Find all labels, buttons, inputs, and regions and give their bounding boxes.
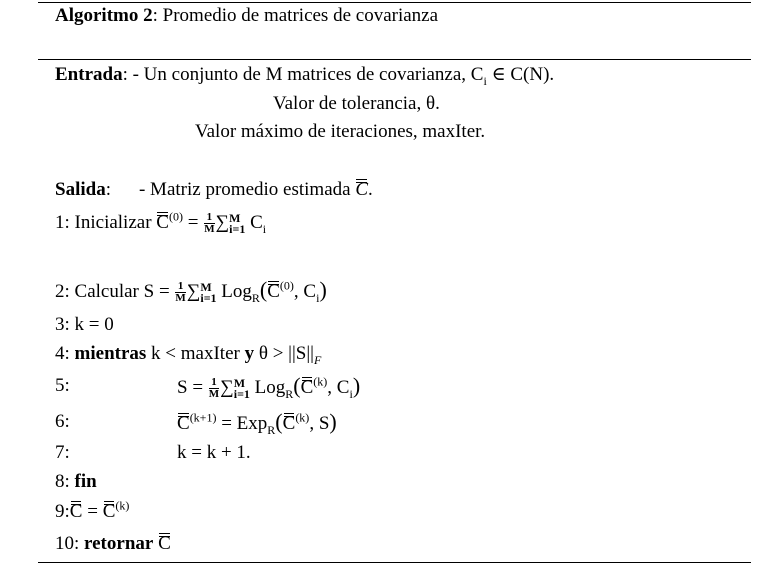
fraction	[204, 212, 214, 235]
sum-upper: M	[200, 279, 212, 294]
fraction-numerator: 1	[175, 281, 185, 293]
step-number: 2:	[55, 281, 70, 302]
sum-upper: M	[233, 375, 246, 390]
exp-operator: Exp	[236, 413, 268, 434]
step-3	[55, 313, 114, 337]
subscript: i	[316, 290, 320, 305]
input-line-3: Valor máximo de iteraciones, maxIter.	[195, 121, 486, 142]
output-colon: :	[105, 179, 111, 200]
algorithm-title	[55, 4, 438, 28]
step-number: 6:	[55, 411, 70, 432]
output-line	[55, 178, 373, 202]
sum-limits	[200, 279, 217, 305]
step-text: k = 0	[74, 314, 114, 335]
fraction-denominator: M	[204, 223, 215, 236]
superscript: (0)	[279, 278, 294, 293]
keyword-return: retornar	[84, 533, 154, 554]
superscript: (k)	[313, 374, 328, 389]
step-text: S =	[177, 377, 208, 398]
bottom-rule	[38, 562, 751, 563]
output-label: Salida	[55, 179, 106, 200]
step-7	[55, 441, 70, 465]
input-text-1-tail: ∈ C(N).	[486, 64, 555, 85]
subscript: i	[262, 221, 267, 236]
step-8	[55, 470, 97, 494]
open-paren: (	[259, 277, 268, 302]
c-bar-symbol: C	[158, 533, 171, 554]
algorithm-title-text: : Promedio de matrices de covarianza	[152, 5, 439, 26]
header-rule	[38, 59, 751, 60]
sum-symbol: ∑	[215, 212, 230, 233]
equals: =	[82, 501, 103, 522]
subscript: R	[251, 290, 260, 305]
sum-symbol: ∑	[220, 377, 234, 398]
c-symbol: C	[250, 212, 263, 233]
step-4	[55, 342, 321, 366]
fraction	[209, 377, 219, 400]
step-2: 2: Calcular S = $\frac{1}{M}$ ∑ M i=1 $Log_R(C^{(0)}$, $C_i$)	[55, 277, 327, 305]
fraction	[175, 281, 185, 304]
superscript: (k+1)	[189, 410, 217, 425]
step-10	[55, 532, 171, 556]
step-5-body: S = $\frac{1}{M}$ ∑ M i=1 $Log_R(C^{(k)}$, $C_i$)	[177, 373, 361, 401]
step-text: Calcular S =	[74, 281, 175, 302]
close-paren: )	[352, 373, 361, 398]
step-number: 4:	[55, 343, 70, 364]
log-operator: Log	[221, 281, 252, 302]
step-number: 7:	[55, 442, 70, 463]
sum-lower: i=1	[200, 290, 217, 305]
step-number: 10:	[55, 533, 80, 554]
step-text-2: θ > ||S||	[254, 343, 314, 364]
step-text: Inicializar	[74, 212, 157, 233]
step-number: 9:	[55, 501, 70, 522]
keyword-and: y	[244, 343, 255, 364]
algorithm-label: Algoritmo 2	[55, 5, 153, 26]
superscript: (0)	[168, 209, 183, 224]
step-text: k < maxIter	[146, 343, 245, 364]
input-label: Entrada	[55, 64, 123, 85]
superscript: (k)	[295, 410, 310, 425]
sum-lower: i=1	[229, 221, 246, 236]
open-paren: (	[293, 373, 301, 398]
input-line-2: Valor de tolerancia, θ.	[273, 93, 440, 114]
top-rule	[38, 2, 751, 3]
subscript: i	[349, 386, 353, 401]
input-text-1-sub: i	[483, 73, 487, 88]
step-number: 8:	[55, 471, 70, 492]
fraction-denominator: M	[175, 292, 186, 305]
c-bar-symbol: C	[156, 212, 169, 233]
superscript: (k)	[115, 498, 130, 513]
output-text: - Matriz promedio estimada	[138, 179, 356, 200]
subscript: F	[313, 352, 322, 367]
step-7-body: k = k + 1.	[177, 442, 251, 463]
sum-symbol: ∑	[186, 281, 201, 302]
sum-limits	[229, 210, 246, 236]
fraction-denominator: M	[208, 388, 220, 401]
c-bar-symbol: C	[267, 281, 280, 302]
c-bar-symbol: C	[177, 413, 190, 434]
c-symbol: C	[303, 281, 317, 302]
equals: =	[182, 212, 204, 233]
equals: =	[216, 413, 237, 434]
fraction-numerator: 1	[204, 212, 214, 224]
c-bar-symbol: C	[69, 501, 83, 522]
close-paren: )	[319, 277, 327, 302]
input-text-1: : - Un conjunto de M matrices de covarianza, C	[122, 64, 484, 85]
subscript: R	[267, 422, 276, 437]
c-bar-symbol: C	[282, 413, 296, 434]
step-9	[55, 500, 129, 524]
c-bar-symbol: C	[300, 377, 314, 398]
output-symbol: C	[355, 179, 368, 200]
output-period: .	[368, 179, 373, 200]
close-paren: )	[329, 409, 337, 434]
c-bar-symbol: C	[102, 501, 116, 522]
step-5	[55, 374, 70, 398]
sum-lower: i=1	[233, 386, 250, 401]
keyword-end: fin	[74, 471, 97, 492]
input-line-1	[55, 63, 554, 87]
step-6-body: $C^{(k+1)} = Exp_R(C^{(k)}$, S)	[177, 409, 337, 437]
step-number: 5:	[55, 375, 70, 396]
subscript: R	[285, 386, 294, 401]
c-symbol: C	[336, 377, 350, 398]
step-number: 1:	[55, 212, 70, 233]
step-1	[55, 211, 266, 235]
step-number: 3:	[55, 314, 70, 335]
sum-limits	[233, 375, 250, 401]
step-6	[55, 410, 70, 434]
s-symbol: S	[318, 413, 330, 434]
fraction-numerator: 1	[209, 377, 219, 389]
keyword-while: mientras	[74, 343, 147, 364]
sum-upper: M	[229, 210, 241, 225]
open-paren: (	[275, 409, 283, 434]
log-operator: Log	[254, 377, 286, 398]
